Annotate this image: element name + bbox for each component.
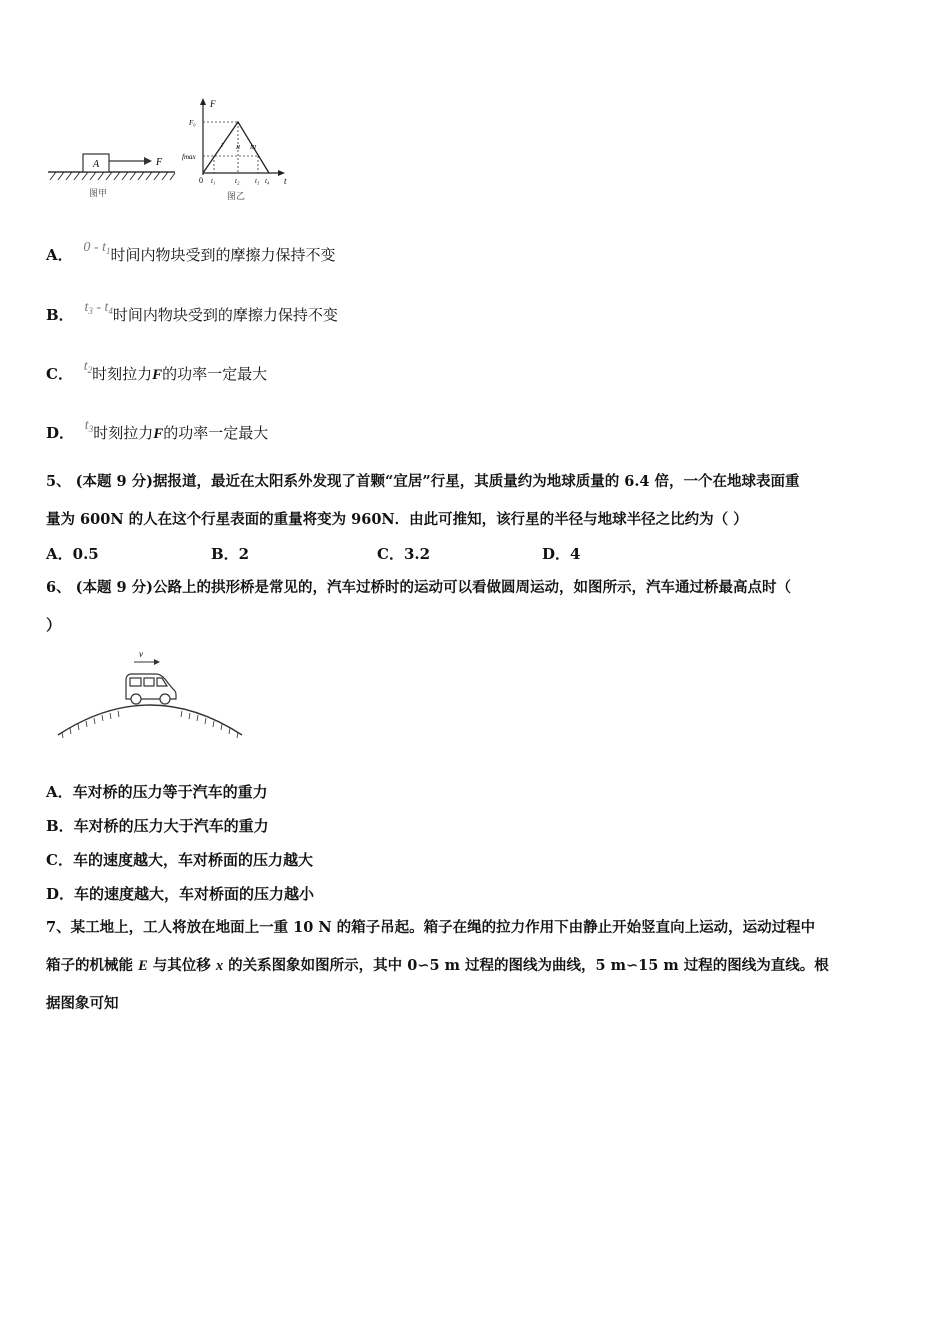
f0-label: F₀: [189, 119, 196, 127]
q4-option-d: D． $t_3$时刻拉力F的功率一定最大: [46, 418, 269, 442]
caption-left: 图甲: [88, 188, 108, 198]
figure-block-on-ground: [40, 95, 310, 210]
t2-label: t₂: [235, 177, 240, 185]
t4-label: t₄: [265, 177, 270, 185]
q5-option-b: B．2: [211, 545, 250, 563]
option-letter: C．: [46, 365, 73, 383]
q6-option-d: D．车的速度越大，车对桥面的压力越小: [46, 885, 315, 903]
bridge-arc: [58, 705, 242, 735]
q4-option-b: [46, 300, 338, 330]
math-expression: $0 - t_1$: [83, 240, 111, 256]
t1-label: t₁: [211, 177, 216, 185]
option-text: 时刻拉力: [93, 424, 154, 442]
x-axis-label: t: [284, 176, 287, 186]
t3-label: t₃: [255, 177, 260, 185]
math-expression: $t_3 - t_4$: [84, 300, 113, 316]
velocity-arrowhead: [154, 659, 160, 665]
figure-car-on-bridge: [50, 645, 250, 745]
q5-stem-line2: 量为 600N 的人在这个行星表面的重量将变为 960N．由此可推知，该行星的半径与地球半径之比约为（ ）: [46, 511, 748, 528]
region-ii: II: [236, 145, 240, 151]
force-arrowhead: [144, 157, 152, 165]
math-expression: $t_2$: [83, 359, 93, 375]
ground-hatching: [50, 172, 175, 180]
origin-label: 0: [199, 176, 203, 185]
velocity-label: v: [139, 649, 143, 659]
q7-stem-line3: 据图象可知: [46, 995, 119, 1012]
q5-option-c: C．3.2: [377, 545, 431, 563]
caption-right: 图乙: [226, 191, 246, 201]
q6-option-a: A．车对桥的压力等于汽车的重力: [46, 783, 268, 801]
q4-option-c: C． $t_2$时刻拉力F的功率一定最大: [46, 359, 268, 383]
math-expression: $t_3$: [84, 418, 94, 434]
force-label: F: [156, 157, 163, 168]
option-text: 时间内物块受到的摩擦力保持不变: [110, 246, 336, 264]
region-iii: III: [250, 145, 256, 151]
option-letter: D．: [46, 424, 75, 442]
y-axis-arrowhead: [200, 98, 206, 105]
q6-option-b: B．车对桥的压力大于汽车的重力: [46, 817, 269, 835]
q5-option-a: A．0.5: [46, 545, 99, 563]
q7-stem-line1: 7、某工地上，工人将放在地面上一重 10 N 的箱子吊起。箱子在绳的拉力作用下由静止开始竖直向上运动，运动过程中: [46, 919, 816, 936]
fmax-label: fmax: [182, 153, 196, 161]
force-time-graph: [182, 98, 287, 201]
car: [126, 674, 176, 704]
option-letter: A．: [46, 246, 73, 264]
q6-option-c: C．车的速度越大，车对桥面的压力越大: [46, 851, 313, 869]
option-letter: B．: [46, 306, 74, 324]
bridge-hatching: [62, 711, 238, 738]
q5-option-d: D．4: [542, 545, 581, 563]
block-label: A: [92, 159, 100, 170]
option-text: 时刻拉力: [92, 365, 153, 383]
q6-stem-line2: ）: [46, 616, 62, 634]
q6-stem-line1: 6、 (本题 9 分)公路上的拱形桥是常见的，汽车过桥时的运动可以看做圆周运动，如图所示，汽车通过桥最高点时（: [46, 579, 792, 596]
q5-stem-line1: 5、 (本题 9 分)据报道，最近在太阳系外发现了首颗“宜居”行星，其质量约为地球质量的 6.4 倍，一个在地球表面重: [46, 473, 800, 490]
region-i: I: [221, 143, 223, 149]
displacement-symbol: x: [215, 958, 224, 974]
q7-stem-line2: 箱子的机械能 E 与其位移 x 的关系图象如图所示，其中 0∽5 m 过程的图线为曲线，5 m∽15 m 过程的图线为直线。根: [46, 957, 829, 974]
q4-option-a: [46, 240, 336, 270]
energy-symbol: E: [138, 958, 148, 974]
option-text: 时间内物块受到的摩擦力保持不变: [112, 306, 338, 324]
y-axis-label: F: [210, 99, 216, 109]
